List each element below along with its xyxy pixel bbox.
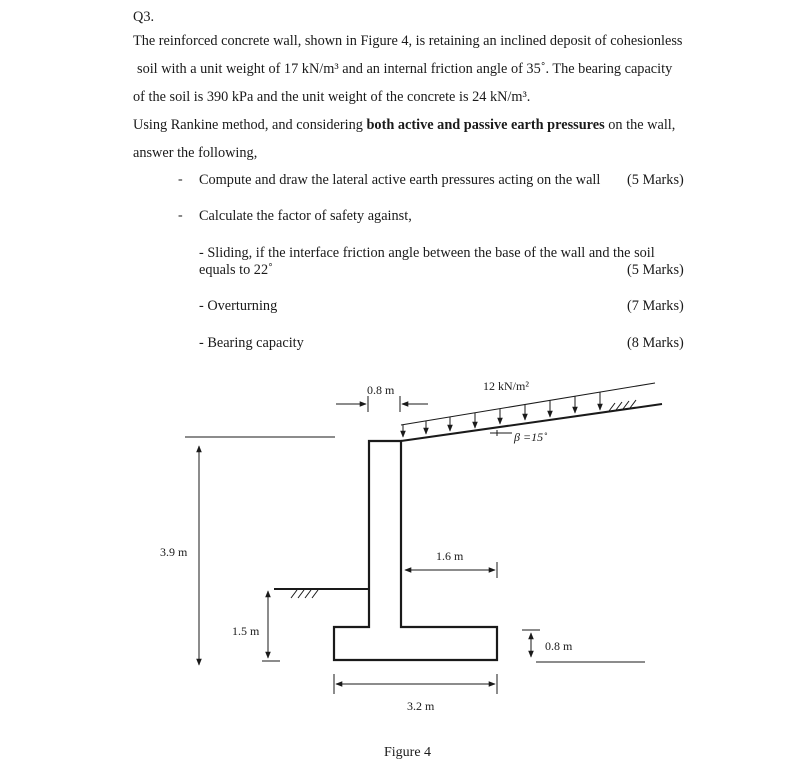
task-2: Calculate the factor of safety against,: [199, 208, 412, 224]
label-stem-width: 0.8 m: [367, 383, 395, 397]
question-number: Q3.: [133, 9, 155, 25]
task-1: Compute and draw the lateral active earth pressures acting on the wall: [199, 172, 601, 188]
paragraph-2-post: on the wall,: [608, 117, 676, 133]
paragraph-2-bold: both active and passive earth pressures: [366, 117, 605, 133]
paragraph-1-line-2: soil with a unit weight of 17 kN/m³ and an internal friction angle of 35˚. The bearing capacity: [137, 61, 673, 77]
bullet-2: -: [178, 208, 183, 223]
bullet-1: -: [178, 172, 183, 187]
sub-bearing-capacity-marks: (8 Marks): [627, 335, 684, 351]
label-total-height: 3.9 m: [160, 545, 188, 559]
paragraph-1-line-1: The reinforced concrete wall, shown in Figure 4, is retaining an inclined deposit of cohesionless: [133, 33, 683, 49]
sub-sliding-marks: (5 Marks): [627, 262, 684, 278]
label-toe-depth: 1.5 m: [232, 624, 260, 638]
sub-sliding-line-1: - Sliding, if the interface friction angle between the base of the wall and the soil: [199, 245, 655, 261]
sub-bearing-capacity: - Bearing capacity: [199, 335, 304, 351]
task-1-marks: (5 Marks): [627, 172, 684, 188]
paragraph-1-line-3: of the soil is 390 kPa and the unit weight of the concrete is 24 kN/m³.: [133, 89, 531, 105]
paragraph-2-line-2: answer the following,: [133, 145, 258, 161]
figure-caption: Figure 4: [384, 745, 432, 760]
wall-outline: [334, 441, 497, 660]
toe-ground-hatch: [291, 590, 318, 598]
surcharge-arrows: [403, 392, 600, 437]
label-surcharge: 12 kN/m²: [483, 379, 529, 393]
sub-overturning: - Overturning: [199, 298, 278, 314]
sub-overturning-marks: (7 Marks): [627, 298, 684, 314]
paragraph-2-pre: Using Rankine method, and considering: [133, 117, 363, 133]
label-heel-length: 1.6 m: [436, 549, 464, 563]
label-base-width: 3.2 m: [407, 699, 435, 713]
label-base-thickness: 0.8 m: [545, 639, 573, 653]
label-beta: β =15˚: [514, 430, 548, 444]
sub-sliding-line-2: equals to 22˚: [199, 262, 273, 278]
